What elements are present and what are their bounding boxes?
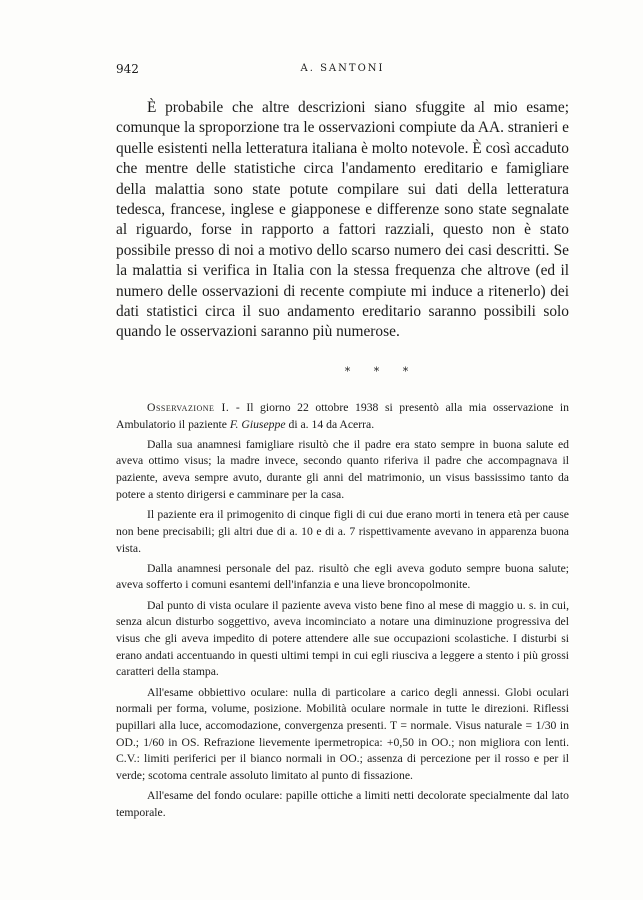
page-body	[116, 98, 569, 822]
observation-intro	[116, 400, 569, 433]
main-text	[116, 98, 569, 343]
page-number: 942	[116, 62, 139, 76]
observation-intro-text-a: - Il giorno 22 ottobre 1938 si presentò alla mia osservazione in Ambulatorio il paziente	[116, 400, 569, 431]
personal-history-paragraph: Dalla anamnesi personale del paz. risultò che egli aveva goduto sempre buona salute; aveva sofferto i comuni esantemi dell'infanzia e una lieve broncopolmonite.	[116, 561, 569, 592]
observation-intro-text-b: di a. 14 da Acerra.	[285, 417, 375, 431]
objective-exam-paragraph: All'esame obbiettivo oculare: nulla di particolare a carico degli annessi. Globi oculari normali per forma, volume, posizione. Mobilità oculare normale in tutte le direzioni. Riflessi pupillari alla luce, accomodazione, convergenza presenti. T = normale. Visus naturale = 1/30 in OD.; 1/60 in OS. Refrazione lievemente ipermetropica: +0,50 in OO.; non migliora con lenti. C.V.: limiti periferici per il bianco normali in OO.; assenza di percezione per il rosso e per il verde; scotoma centrale assoluto limitato al punto di fissazione.	[116, 685, 569, 783]
ocular-history-paragraph: Dal punto di vista oculare il paziente aveva visto bene fino al mese di maggio u. s. in cui, senza alcun disturbo soggettivo, aveva incominciato a notare una diminuzione progressiva del visus che gli aveva impedito di potere attendere alle sue occupazioni scolastiche. I disturbi si erano andati accentuando in questi ultimi tempi in cui egli riusciva a leggere a stento i più grossi caratteri della stampa.	[116, 598, 569, 679]
fundus-exam-paragraph: All'esame del fondo oculare: papille ottiche a limiti netti decolorate specialmente dal lato temporale.	[116, 789, 569, 820]
page-header	[116, 62, 569, 78]
observation-label: Osservazione I.	[147, 400, 230, 414]
main-paragraph: È probabile che altre descrizioni siano sfuggite al mio esame; comunque la sproporzione tra le osservazioni compiute da AA. stranieri e quelle esistenti nella letteratura italiana è molto notevole. È così accaduto che mentre delle statistiche circa l'andamento ereditario e famigliare della malattia sono state potute compilare sui dati della letteratura tedesca, francese, inglese e giapponese e differenze sono state segnalate al riguardo, forse in rapporto a fattori razziali, questo non è stato possibile presso di noi a motivo dello scarso numero dei casi descritti. Se la malattia si verifica in Italia con la stessa frequenza che altrove (ed il numero delle osservazioni di recente compiute mi induce a ritenerlo) dei dati statistici circa il suo andamento ereditario saranno possibili solo quando le osservazioni saranno più numerose.	[116, 99, 569, 341]
patient-name: F. Giuseppe	[229, 417, 286, 431]
siblings-paragraph: Il paziente era il primogenito di cinque figli di cui due erano morti in tenera età per cause non bene precisabili; gli altri due di a. 10 e di a. 7 rispettivamente avevano in apparenza buona vista.	[116, 508, 569, 555]
running-head: A. SANTONI	[300, 63, 385, 74]
family-history-paragraph: Dalla sua anamnesi famigliare risultò che il padre era stato sempre in buona salute ed aveva ottimo visus; la madre invece, secondo quanto riferiva il padre che accompagnava il paziente, aveva sempre avuto, durante gli anni del matrimonio, un visus bassissimo tanto da potere a stento dirigersi e camminare per la casa.	[116, 437, 569, 501]
section-separator: * * *	[344, 364, 419, 378]
observation-section	[116, 400, 569, 822]
